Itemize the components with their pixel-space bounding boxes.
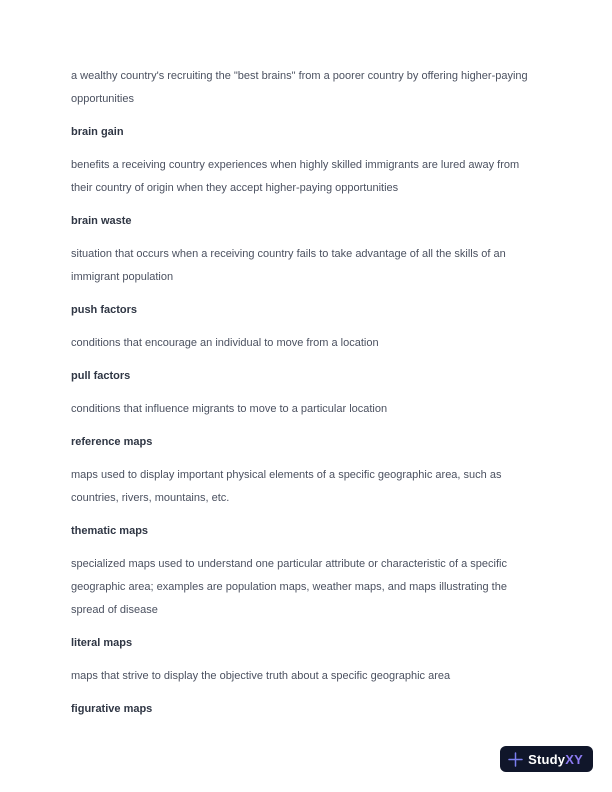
term-heading: reference maps: [71, 436, 153, 448]
definition-text: conditions that influence migrants to move to a particular location: [71, 403, 388, 415]
definition-text: conditions that encourage an individual to move from a location: [71, 337, 379, 349]
definition-text: situation that occurs when a receiving country fails to take advantage of all the skills of an immigrant population: [71, 248, 506, 283]
term-heading: pull factors: [71, 370, 131, 382]
plus-icon: [508, 752, 523, 767]
logo-wordmark: [528, 752, 583, 767]
term-heading: push factors: [71, 304, 138, 316]
studyxy-logo-badge: [500, 746, 593, 772]
term-heading: thematic maps: [71, 525, 149, 537]
definition-text: a wealthy country's recruiting the "best brains" from a poorer country by offering higher-paying opportunities: [71, 70, 528, 105]
definition-text: benefits a receiving country experiences when highly skilled immigrants are lured away from their country of origin when they accept higher-paying opportunities: [71, 159, 520, 194]
term-heading: brain gain: [71, 126, 124, 138]
logo-xy-text: XY: [565, 751, 583, 767]
definition-text: specialized maps used to understand one particular attribute or characteristic of a specific geographic area; examples are population maps, weather maps, and maps illustrating the spread of disease: [71, 558, 507, 616]
definition-text: maps that strive to display the objective truth about a specific geographic area: [71, 670, 451, 682]
logo-study-text: Study: [528, 751, 566, 767]
term-heading: figurative maps: [71, 703, 153, 715]
term-heading: brain waste: [71, 215, 132, 227]
definition-text: maps used to display important physical elements of a specific geographic area, such as countries, rivers, mountains, etc.: [71, 469, 502, 504]
term-heading: literal maps: [71, 637, 133, 649]
